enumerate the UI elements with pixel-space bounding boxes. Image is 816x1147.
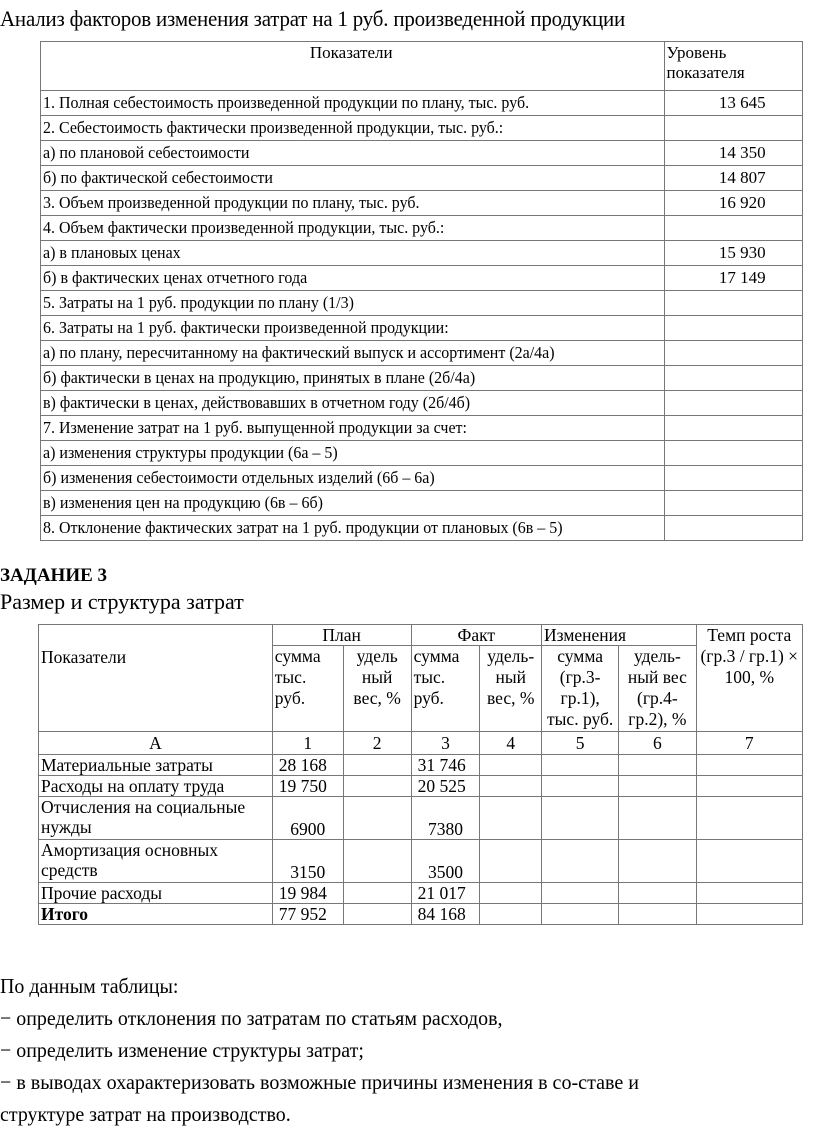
row-label-text: а) по плановой себестоимости — [43, 143, 250, 162]
table-row — [39, 883, 803, 904]
cell-plan-sum: 19 750 — [272, 776, 343, 797]
row-label-text: 3. Объем произведенной продукции по плану, тыс. руб. — [43, 193, 420, 212]
row-label — [41, 216, 665, 241]
row-label-text: 7. Изменение затрат на 1 руб. выпущенной продукции за счет: — [43, 418, 467, 437]
row-label-text: в) фактически в ценах, действовавших в отчетном году (2б/4б) — [43, 393, 471, 412]
column-number: 7 — [696, 732, 803, 755]
cost-factor-analysis-table — [40, 41, 803, 541]
table-row — [41, 191, 803, 216]
row-label-text: 8. Отклонение фактических затрат на 1 руб. продукции от плановых (6в – 5) — [43, 518, 563, 537]
cell-change-sum — [542, 883, 619, 904]
row-label-text: а) по плану, пересчитанному на фактический выпуск и ассортимент (2а/4а) — [43, 343, 555, 362]
row-value — [664, 491, 803, 516]
cost-item-label: Амортизация основных средств — [39, 840, 273, 883]
cell-fact-share — [480, 776, 542, 797]
table-row — [41, 391, 803, 416]
table-row — [41, 266, 803, 291]
task-heading: ЗАДАНИЕ 3 — [0, 565, 108, 586]
cell-fact-sum: 3500 — [411, 840, 480, 883]
table-row — [41, 291, 803, 316]
row-label — [41, 241, 665, 266]
cell-growth — [696, 883, 803, 904]
cell-fact-share — [480, 797, 542, 840]
table-row — [41, 441, 803, 466]
row-label — [41, 366, 665, 391]
cell-growth — [696, 840, 803, 883]
instruction-item: − определить отклонения по затратам по статьям расходов, — [0, 1006, 503, 1030]
table-header-row — [41, 42, 803, 91]
column-header-indicators: Показатели — [41, 42, 665, 91]
table-row — [39, 840, 803, 883]
row-label — [41, 316, 665, 341]
column-number: 2 — [343, 732, 411, 755]
row-value — [664, 466, 803, 491]
instructions-intro: По данным таблицы: — [0, 974, 179, 998]
column-header-growth-rate: Темп роста (гр.3 / гр.1) × 100, % — [696, 625, 803, 732]
column-number: 4 — [480, 732, 542, 755]
row-label — [41, 266, 665, 291]
row-value — [664, 441, 803, 466]
column-number: 6 — [619, 732, 696, 755]
cost-item-label: Расходы на оплату труда — [39, 776, 273, 797]
table-group-header-row — [39, 625, 803, 646]
column-number: 3 — [411, 732, 480, 755]
row-label — [41, 441, 665, 466]
instruction-item: структуре затрат на производство. — [0, 1102, 291, 1126]
row-value: 14 807 — [664, 166, 803, 191]
row-value — [664, 416, 803, 441]
row-label-text: а) изменения структуры продукции (6а – 5) — [43, 443, 338, 462]
row-label — [41, 116, 665, 141]
row-label-text: б) фактически в ценах на продукцию, принятых в плане (2б/4а) — [43, 368, 476, 387]
instruction-item: − определить изменение структуры затрат; — [0, 1038, 364, 1062]
row-value: 14 350 — [664, 141, 803, 166]
cell-fact-share — [480, 840, 542, 883]
row-label — [41, 516, 665, 541]
row-label — [41, 141, 665, 166]
row-label-text: 4. Объем фактически произведенной продукции, тыс. руб.: — [43, 218, 445, 237]
row-value — [664, 116, 803, 141]
column-header-indicators: Показатели — [39, 625, 273, 732]
row-label-text: в) изменения цен на продукцию (6в – 6б) — [43, 493, 323, 512]
cell-plan-share — [343, 776, 411, 797]
column-number-row — [39, 732, 803, 755]
cell-plan-sum: 28 168 — [272, 755, 343, 776]
cell-plan-sum: 77 952 — [272, 904, 343, 925]
row-label — [41, 166, 665, 191]
cell-plan-sum: 6900 — [272, 797, 343, 840]
column-number: А — [39, 732, 273, 755]
table-row — [41, 416, 803, 441]
column-header-change-sum: сумма (гр.3-гр.1), тыс. руб. — [542, 646, 619, 732]
cost-item-label: Итого — [39, 904, 273, 925]
cell-growth — [696, 797, 803, 840]
table-row — [41, 91, 803, 116]
row-label — [41, 491, 665, 516]
table-row — [41, 366, 803, 391]
row-label — [41, 291, 665, 316]
cell-plan-share — [343, 755, 411, 776]
cell-fact-share — [480, 904, 542, 925]
cell-change-share — [619, 755, 696, 776]
row-value — [664, 366, 803, 391]
group-header-changes: Изменения — [542, 625, 696, 646]
column-header-fact-share: удель-ный вес, % — [480, 646, 542, 732]
table-row — [39, 904, 803, 925]
cell-plan-sum: 3150 — [272, 840, 343, 883]
column-header-fact-sum: сумма тыс. руб. — [411, 646, 480, 732]
cell-change-share — [619, 904, 696, 925]
cell-fact-share — [480, 883, 542, 904]
cell-change-share — [619, 776, 696, 797]
row-label-text: 2. Себестоимость фактически произведенной продукции, тыс. руб.: — [43, 118, 504, 137]
row-label-text: 6. Затраты на 1 руб. фактически произведенной продукции: — [43, 318, 449, 337]
cell-plan-sum: 19 984 — [272, 883, 343, 904]
cell-growth — [696, 904, 803, 925]
cell-change-sum — [542, 755, 619, 776]
column-number: 5 — [542, 732, 619, 755]
table-row — [41, 491, 803, 516]
group-header-fact: Факт — [411, 625, 541, 646]
row-label — [41, 191, 665, 216]
cell-change-sum — [542, 840, 619, 883]
task-subtitle: Размер и структура затрат — [0, 589, 244, 614]
group-header-plan: План — [272, 625, 411, 646]
table-row — [41, 316, 803, 341]
table-row — [41, 166, 803, 191]
cost-structure-table — [38, 624, 803, 925]
row-label — [41, 391, 665, 416]
cell-plan-share — [343, 883, 411, 904]
instructions — [0, 970, 800, 1130]
row-value — [664, 391, 803, 416]
cell-fact-share — [480, 755, 542, 776]
cell-fact-sum: 20 525 — [411, 776, 480, 797]
row-value: 15 930 — [664, 241, 803, 266]
column-number: 1 — [272, 732, 343, 755]
row-value: 16 920 — [664, 191, 803, 216]
cell-change-sum — [542, 776, 619, 797]
row-label-text: б) изменения себестоимости отдельных изделий (6б – 6а) — [43, 468, 435, 487]
cell-change-share — [619, 840, 696, 883]
row-label-text: 1. Полная себестоимость произведенной продукции по плану, тыс. руб. — [43, 93, 530, 112]
table-row — [39, 797, 803, 840]
row-value: 13 645 — [664, 91, 803, 116]
table-row — [41, 141, 803, 166]
row-value — [664, 316, 803, 341]
cell-change-sum — [542, 904, 619, 925]
table-row — [41, 516, 803, 541]
row-label — [41, 466, 665, 491]
cell-plan-share — [343, 797, 411, 840]
table-row — [41, 241, 803, 266]
row-value: 17 149 — [664, 266, 803, 291]
row-value — [664, 341, 803, 366]
cell-change-share — [619, 797, 696, 840]
cell-fact-sum: 21 017 — [411, 883, 480, 904]
cell-change-sum — [542, 797, 619, 840]
row-label-text: а) в плановых ценах — [43, 243, 181, 262]
row-value — [664, 291, 803, 316]
table-row — [41, 116, 803, 141]
column-header-level: Уровень показателя — [664, 42, 803, 91]
cell-growth — [696, 755, 803, 776]
row-value — [664, 216, 803, 241]
row-label — [41, 341, 665, 366]
cell-plan-share — [343, 840, 411, 883]
instruction-item: − в выводах охарактеризовать возможные причины изменения в со-ставе и — [0, 1070, 639, 1094]
document-title: Анализ факторов изменения затрат на 1 руб. произведенной продукции — [0, 6, 626, 31]
row-label-text: б) по фактической себестоимости — [43, 168, 273, 187]
cost-item-label: Материальные затраты — [39, 755, 273, 776]
cell-fact-sum: 84 168 — [411, 904, 480, 925]
table-row — [41, 216, 803, 241]
cell-growth — [696, 776, 803, 797]
row-label-text: б) в фактических ценах отчетного года — [43, 268, 308, 287]
cell-fact-sum: 31 746 — [411, 755, 480, 776]
table-row — [39, 755, 803, 776]
row-label-text: 5. Затраты на 1 руб. продукции по плану (1/3) — [43, 293, 354, 312]
cost-item-label: Отчисления на социальные нужды — [39, 797, 273, 840]
column-header-change-share: удель-ный вес (гр.4-гр.2), % — [619, 646, 696, 732]
cell-plan-share — [343, 904, 411, 925]
column-header-plan-sum: сумма тыс. руб. — [272, 646, 343, 732]
row-value — [664, 516, 803, 541]
cell-change-share — [619, 883, 696, 904]
row-label — [41, 416, 665, 441]
table-row — [41, 341, 803, 366]
column-header-plan-share: удель ный вес, % — [343, 646, 411, 732]
cost-item-label: Прочие расходы — [39, 883, 273, 904]
cell-fact-sum: 7380 — [411, 797, 480, 840]
table-row — [41, 466, 803, 491]
row-label — [41, 91, 665, 116]
table-row — [39, 776, 803, 797]
